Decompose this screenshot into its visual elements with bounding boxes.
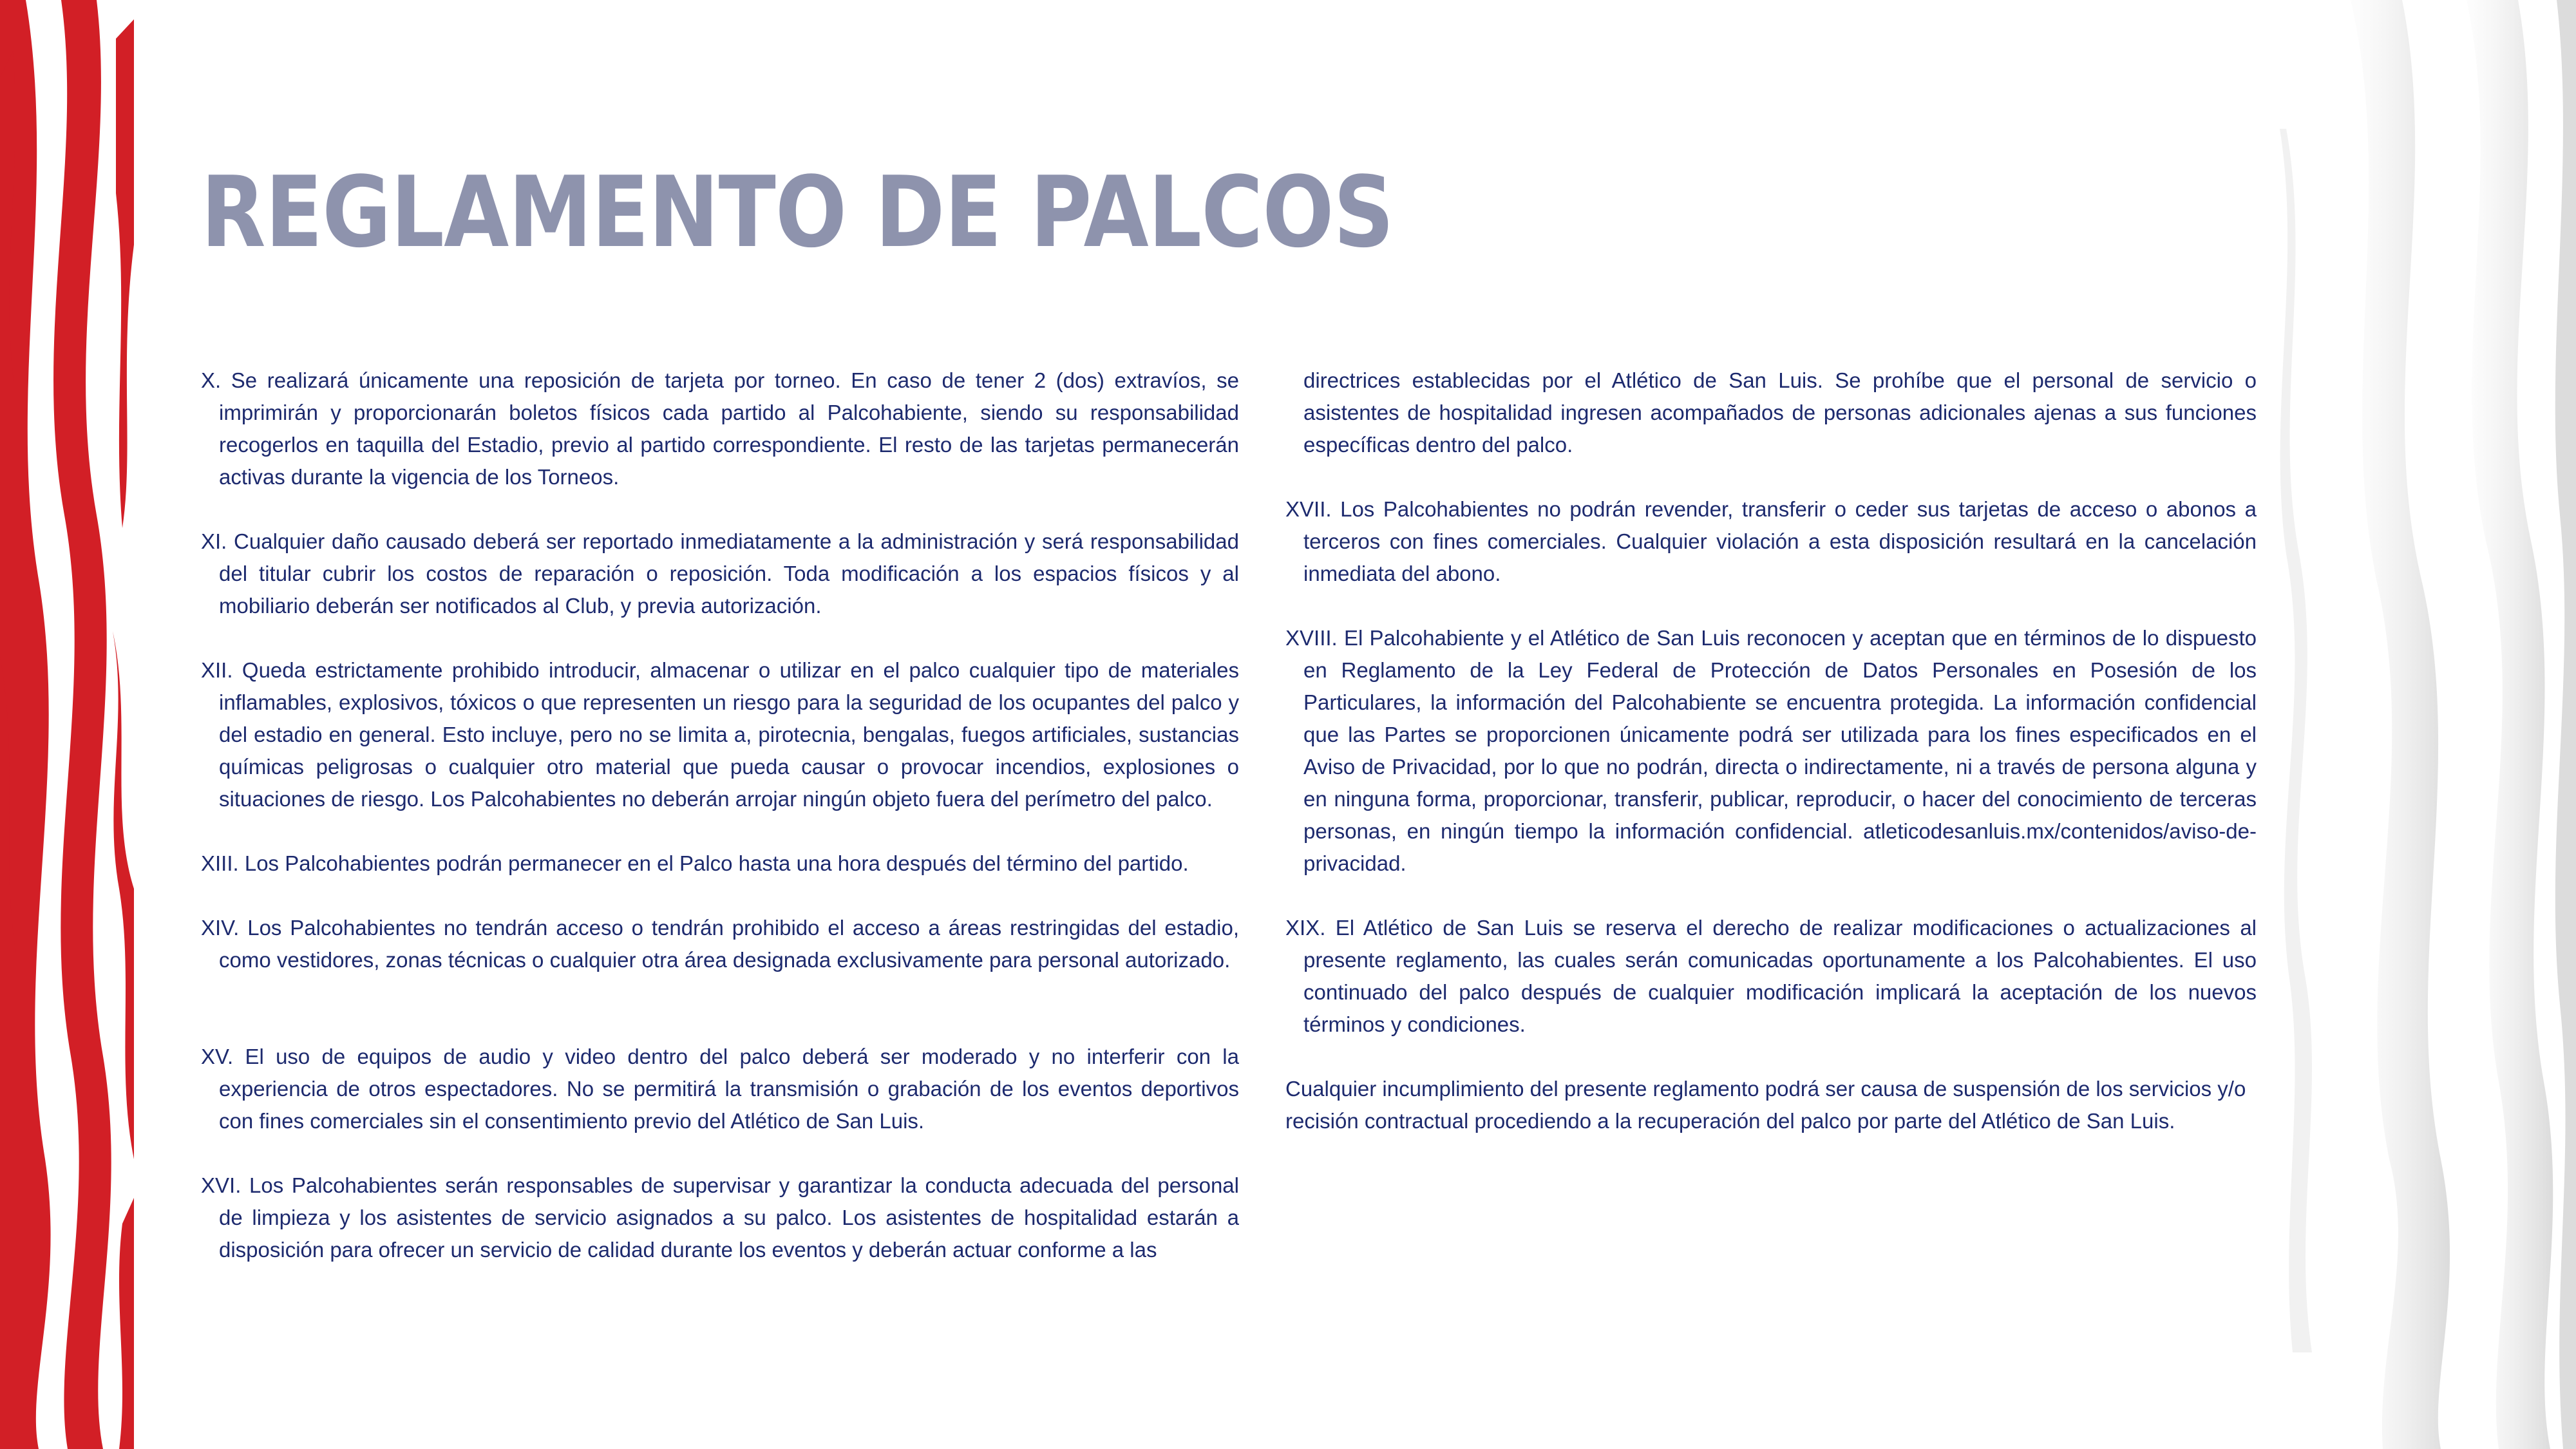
right-text-column bbox=[1285, 365, 2257, 1137]
clause-xvi: XVI. Los Palcohabientes serán responsables de supervisar y garantizar la conducta adecuada del personal de limpieza y los asistentes de servicio asignados a su palco. Los asistentes de hospitalidad estarán a disposición para ofrecer un servicio de calidad durante los eventos y deberán actuar conforme a las bbox=[201, 1173, 1239, 1262]
closing-statement: Cualquier incumplimiento del presente reglamento podrá ser causa de suspensión de los servicios y/o recisión contractual procediendo a la recuperación del palco por parte del Atlético de San Luis. bbox=[1285, 1077, 2246, 1133]
clause-xiv: XIV. Los Palcohabientes no tendrán acceso o tendrán prohibido el acceso a áreas restringidas del estadio, como vestidores, zonas técnicas o cualquier otra área designada exclusivamente para personal autorizado. bbox=[201, 916, 1239, 972]
page-title: REGLAMENTO DE PALCOS bbox=[201, 155, 1394, 269]
left-red-wave-stripes bbox=[0, 0, 134, 1449]
clause-x: X. Se realizará únicamente una reposición de tarjeta por torneo. En caso de tener 2 (dos) extravíos, se imprimirán y proporcionarán boletos físicos cada partido al Palcohabiente, siendo su responsabilidad recogerlos en taquilla del Estadio, previo al partido correspondiente. El resto de las tarjetas permanecerán activas durante la vigencia de los Torneos. bbox=[201, 368, 1239, 489]
clause-xii: XII. Queda estrictamente prohibido introducir, almacenar o utilizar en el palco cualquier tipo de materiales inflamables, explosivos, tóxicos o que representen un riesgo para la seguridad de los ocupantes del palco y del estadio en general. Esto incluye, pero no se limita a, pirotecnia, bengalas, fuegos artificiales, sustancias químicas peligrosas o cualquier otro material que pueda causar o provocar incendios, explosiones o situaciones de riesgo. Los Palcohabientes no deberán arrojar ningún objeto fuera del perímetro del palco. bbox=[201, 658, 1239, 811]
clause-xiii: XIII. Los Palcohabientes podrán permanecer en el Palco hasta una hora después del término del partido. bbox=[201, 851, 1189, 875]
clause-xi: XI. Cualquier daño causado deberá ser reportado inmediatamente a la administración y será responsabilidad del titular cubrir los costos de reparación o reposición. Toda modificación a los espacios físicos y al mobiliario deberán ser notificados al Club, y previa autorización. bbox=[201, 529, 1239, 618]
clause-xviii: XVIII. El Palcohabiente y el Atlético de San Luis reconocen y aceptan que en términos de lo dispuesto en Reglamento de la Ley Federal de Protección de Datos Personales en Posesión de los Particulares, la información del Palcohabiente se encuentra protegida. La información confidencial que las Partes se proporcionen únicamente podrá ser utilizada para los fines especificados en el Aviso de Privacidad, por lo que no podrán, directa o indirectamente, ni a través de persona alguna y en ninguna forma, proporcionar, transferir, publicar, reproducir, o hacer del conocimiento de terceras personas, en ningún tiempo la información confidencial. atleticodesanluis.mx/contenidos/aviso-de-privacidad. bbox=[1285, 626, 2257, 875]
left-text-column bbox=[201, 365, 1239, 1298]
clause-xvi-continuation: directrices establecidas por el Atlético de San Luis. Se prohíbe que el personal de servicio o asistentes de hospitalidad ingresen acompañados de personas adicionales ajenas a sus funciones específicas dentro del palco. bbox=[1303, 368, 2257, 457]
clause-xvii: XVII. Los Palcohabientes no podrán revender, transferir o ceder sus tarjetas de acceso o abonos a terceros con fines comerciales. Cualquier violación a esta disposición resultará en la cancelación inmediata del abono. bbox=[1285, 497, 2257, 585]
clause-xv: XV. El uso de equipos de audio y video dentro del palco deberá ser moderado y no interferir con la experiencia de otros espectadores. No se permitirá la transmisión o grabación de los eventos deportivos con fines comerciales sin el consentimiento previo del Atlético de San Luis. bbox=[201, 1045, 1239, 1133]
right-gray-wave-pattern bbox=[2273, 0, 2576, 1449]
clause-xix: XIX. El Atlético de San Luis se reserva el derecho de realizar modificaciones o actualizaciones al presente reglamento, las cuales serán comunicadas oportunamente a los Palcohabientes. El uso continuado del palco después de cualquier modificación implicará la aceptación de los nuevos términos y condiciones. bbox=[1285, 916, 2257, 1036]
